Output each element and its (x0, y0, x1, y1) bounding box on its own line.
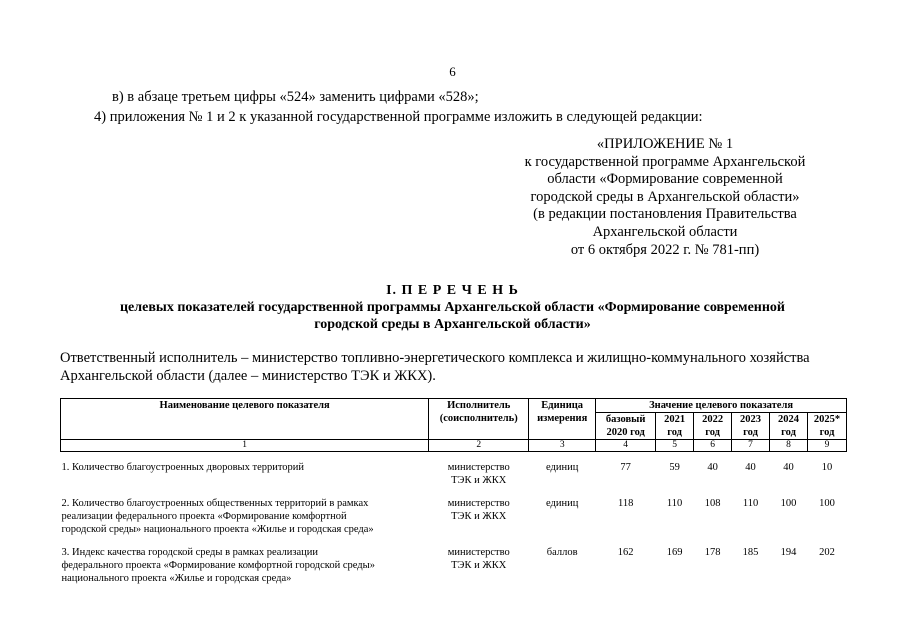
subtitle-line: целевых показателей государственной программы Архангельской области «Формирование современной (119, 300, 785, 315)
header-year-line: базовый (605, 414, 646, 425)
header-year-base (596, 413, 656, 440)
executor-line: ТЭК и ЖКХ (451, 511, 507, 522)
header-executor (429, 399, 529, 440)
unit-cell: единиц (546, 498, 579, 509)
column-number-row (61, 440, 847, 452)
value-cell: 40 (745, 462, 756, 473)
indicator-name (61, 452, 429, 489)
executor-cell (429, 488, 529, 537)
indicator-name-line: реализации федерального проекта «Формирование комфортной (61, 511, 347, 522)
executor-cell (429, 452, 529, 489)
header-year-2023 (732, 413, 770, 440)
section-title: I. П Е Р Е Ч Е Н Ь (386, 283, 519, 298)
executor-line: министерство (447, 498, 510, 509)
header-year-line: год (705, 427, 720, 438)
value-cell: 40 (707, 462, 718, 473)
header-year-line: 2020 год (606, 427, 645, 438)
paragraph-v: в) в абзаце третьем цифры «524» заменить цифрами «528»; (112, 89, 479, 105)
value-cell: 202 (819, 547, 835, 558)
appendix-line: городской среды в Архангельской области» (530, 188, 800, 205)
column-number: 8 (770, 440, 808, 452)
responsible-line: Архангельской области (далее – министерство ТЭК и ЖКХ). (60, 368, 436, 384)
value-cell: 108 (704, 498, 721, 509)
executor-cell (429, 537, 529, 586)
header-year-line: год (819, 427, 835, 438)
header-year-2025 (808, 413, 847, 440)
appendix-line: (в редакции постановления Правительства (533, 206, 797, 223)
value-cell: 110 (742, 498, 759, 509)
column-number: 1 (61, 440, 429, 452)
header-unit (529, 399, 596, 440)
appendix-line: от 6 октября 2022 г. № 781-пп) (570, 241, 760, 258)
value-cell: 169 (666, 547, 683, 558)
header-year-line: год (743, 427, 758, 438)
header-year-line: 2025* (813, 414, 841, 425)
responsible-executor-text (60, 349, 860, 385)
indicator-name-line: городской среды» национального проекта «Жилье и городская среда» (61, 524, 374, 535)
table-row (61, 537, 847, 586)
header-year-line: 2021 (664, 414, 686, 425)
header-executor-line: Исполнитель (447, 400, 511, 411)
header-year-2024 (770, 413, 808, 440)
indicator-name-line: национального проекта «Жилье и городская среда» (61, 573, 292, 584)
appendix-header (520, 136, 810, 259)
header-year-line: год (667, 427, 682, 438)
indicator-name-line: 2. Количество благоустроенных общественных территорий в рамках (61, 498, 369, 509)
executor-line: ТЭК и ЖКХ (451, 475, 507, 486)
header-year-2022 (694, 413, 732, 440)
table-row (61, 452, 847, 489)
header-unit-line: Единица (541, 400, 584, 411)
value-cell: 40 (783, 462, 794, 473)
header-year-line: 2024 (778, 414, 800, 425)
column-number: 5 (656, 440, 694, 452)
appendix-line: к государственной программе Архангельской (524, 153, 806, 170)
responsible-line: Ответственный исполнитель – министерство топливно-энергетического комплекса и жилищно-коммунального хозяйства (60, 350, 810, 366)
table-row (61, 488, 847, 537)
header-unit-line: измерения (537, 413, 588, 424)
appendix-line: «ПРИЛОЖЕНИЕ № 1 (596, 136, 734, 152)
header-year-line: 2023 (740, 414, 762, 425)
value-cell: 110 (666, 498, 683, 509)
column-number: 4 (596, 440, 656, 452)
value-cell: 162 (617, 547, 634, 558)
indicator-name-line: 1. Количество благоустроенных дворовых территорий (61, 462, 305, 473)
value-cell: 118 (617, 498, 634, 509)
header-year-line: год (781, 427, 796, 438)
column-number: 6 (694, 440, 732, 452)
value-cell: 10 (821, 462, 833, 473)
column-number: 2 (429, 440, 529, 452)
value-cell: 178 (704, 547, 721, 558)
header-value-group: Значение целевого показателя (596, 399, 847, 413)
indicator-name (61, 537, 429, 586)
header-executor-line: (соисполнитель) (439, 413, 518, 424)
executor-line: министерство (447, 462, 510, 473)
indicator-name-line: 3. Индекс качества городской среды в рамках реализации (61, 547, 319, 558)
executor-line: министерство (447, 547, 510, 558)
value-cell: 59 (669, 462, 680, 473)
value-cell: 100 (819, 498, 835, 509)
executor-line: ТЭК и ЖКХ (451, 560, 507, 571)
indicator-name-line: федерального проекта «Формирование комфортной городской среды» (61, 560, 375, 571)
value-cell: 100 (780, 498, 797, 509)
header-year-2021 (656, 413, 694, 440)
value-cell: 185 (742, 547, 759, 558)
column-number: 3 (529, 440, 596, 452)
indicators-table (60, 398, 847, 586)
page-number: 6 (449, 64, 456, 79)
column-number: 7 (732, 440, 770, 452)
subtitle-line: городской среды в Архангельской области» (314, 317, 591, 332)
value-cell: 77 (620, 462, 631, 473)
unit-cell: баллов (546, 547, 578, 558)
header-year-line: 2022 (702, 414, 724, 425)
header-indicator-name: Наименование целевого показателя (61, 399, 429, 440)
value-cell: 194 (780, 547, 797, 558)
indicator-name (61, 488, 429, 537)
section-subtitle (60, 299, 845, 333)
paragraph-4: 4) приложения № 1 и 2 к указанной государственной программе изложить в следующей редакции: (94, 109, 703, 125)
unit-cell: единиц (546, 462, 579, 473)
appendix-line: Архангельской области (592, 223, 738, 240)
appendix-line: области «Формирование современной (547, 171, 783, 188)
column-number: 9 (808, 440, 847, 452)
